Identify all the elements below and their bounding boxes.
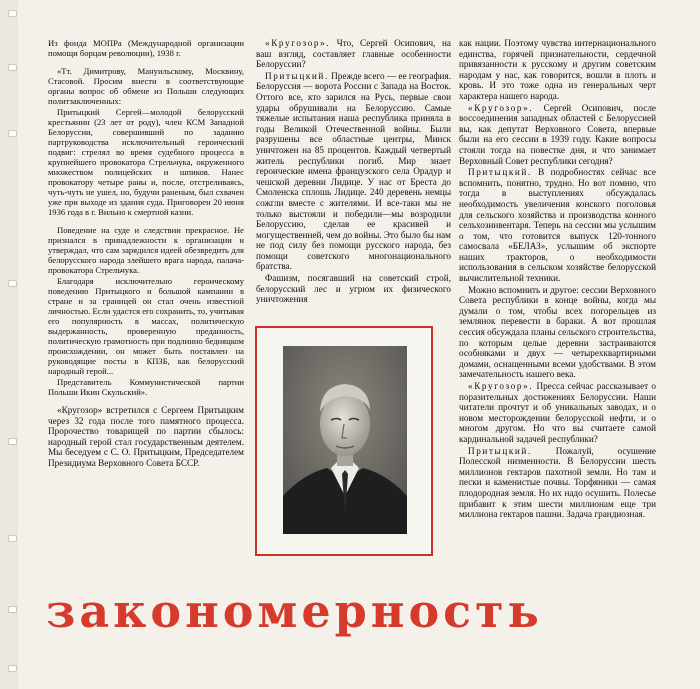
punch-hole xyxy=(8,10,17,17)
column-right xyxy=(459,38,656,521)
source-note: Из фонда МОПРа (Международной организации помощи борцам революции), 1938 г. xyxy=(48,38,244,58)
answer-continued: Фашизм, посягавший на советский строй, белорусский лес и угрюм их физического уничтожения xyxy=(256,273,451,305)
portrait-frame xyxy=(255,326,433,556)
question xyxy=(459,381,656,445)
letter-body: Благодаря исключительно героическому поведению Притыцкого и большой кампании в стране и за границей он стал очень известной личностью. Если удастся его сохранить, то, учитывая его популярность в массах, политическую выдержанность, проверенную преданность, политическую грамотность при подлинно бедняцком происхождении, он может быть поставлен на руководящие посты в КПЗБ, как белорусский народный герой... xyxy=(48,276,244,376)
answer-continued: как нации. Поэтому чувства интернационального единства, горячей признательности, сердечной привязанности к русскому и другим советским народам у нас, как говорится, вошли в плоть и кровь. И это тоже одна из генеральных черт характера нашего народа. xyxy=(459,38,656,101)
question xyxy=(459,103,656,167)
question xyxy=(256,38,451,70)
column-left xyxy=(48,38,244,470)
article-title: закономерность xyxy=(46,584,543,638)
punch-hole xyxy=(8,438,17,445)
intro-paragraph: «Кругозор» встретился с Сергеем Притыцким через 32 года после того памятного процесса. Пророчество товарищей по партии сбылось: народный герой стал государственным деятелем. Мы беседуем с С. О. Притыцким, Председателем Президиума Верховного Совета БССР. xyxy=(48,405,244,468)
punch-hole xyxy=(8,280,17,287)
answer-text: Прежде всего — ее география. Белоруссия — ворота России с Запада на Восток. Оттого все, кто зарился на Русь, первые свои удары обрушивали на Белоруссию. Самые тяжелые испытания наша республика приняла в годы Великой Отечественной войны. Были разрушены все областные центры, Минск уничтожен на 85 процентов. Каждый четвертый житель республики погиб. Мир знает героические имена французского села Орадур и чешской деревни Лидице. У нас от Бреста до Смоленска сплошь Лидице. 240 деревень немцы сожгли вместе с жителями. И все-таки мы не только выстояли и победили—мы возродили Белоруссию, сделав ее красивей и могущественней, чем до войны. Это было бы нам не под силу без помощи русского народа, без помощи советского многонационального братства. xyxy=(256,70,451,272)
speaker-label: «Кругозор». xyxy=(265,38,331,48)
punch-hole xyxy=(8,665,17,672)
letter-body: Притыцкий Сергей—молодой белорусский крестьянин (23 лет от роду), член КСМ Западной Белоруссии, совершивший по заданию партруководства исключительный героический подвиг: стрелял во время судебного процесса в крупнейшего провокатора Стрельчука, окруженного множеством полицейских и шпиков. Нанес провокатору четыре раны и, после, отстреливаясь, чуть-чуть не ушел, но, будучи раненым, был схвачен уже при выходе из здания суда. Приговорен 20 июня 1936 года в г. Вильно к смертной казни. xyxy=(48,107,244,217)
speaker-label: Притыцкий. xyxy=(468,167,532,178)
letter-body: Поведение на суде и следствии прекрасное. Не признался в принадлежности к организации и утверждал, что сам зарядился идеей обезвредить для белорусского народа злейшего врага народа, палача-провокатора Стрельчука. xyxy=(48,225,244,275)
answer xyxy=(256,71,451,272)
punch-hole xyxy=(8,64,17,71)
letter-address: «Тт. Димитрову, Мануильскому, Москвину, Стасовой. Просим внести в соответствующие органы вопрос об обмене из Польши следующих политзаключенных: xyxy=(48,66,244,106)
column-middle xyxy=(256,38,451,306)
letter-signature: Представитель Коммунистической партии Польши Икин Скульский». xyxy=(48,377,244,397)
answer xyxy=(459,446,656,520)
punch-hole xyxy=(8,606,17,613)
answer-continued: Можно вспомнить и другое: сессии Верховного Совета республики в конце войны, когда мы думали о том, чтобы всех погорельцев из землянок перевести в бараки. А вот прошлая сессия обсуждала планы сельского строительства, по которым целые деревни застраиваются особняками и двух — четырехквартирными домами, оснащенными всеми удобствами. В этом замечательность нашего века. xyxy=(459,284,656,380)
question-text: Что, Сергей Осипович, на ваш взгляд, составляет главные особенности Белоруссии? xyxy=(256,38,451,70)
answer-text: Пожалуй, осушение Полесской низменности. В Белоруссии шесть миллионов гектаров пахотной земли. Но там и пески и каменистые почвы. Торфяники — самая плодородная земля. Но их надо осушить. Полесье прибавит к этим шести миллионам еще три миллиона гектаров пашни. Задача грандиозная. xyxy=(459,445,656,520)
speaker-label: «Кругозор». xyxy=(468,102,534,113)
speaker-label: Притыцкий. xyxy=(265,70,329,81)
binding-strip xyxy=(0,0,18,689)
punch-hole xyxy=(8,535,17,542)
speaker-label: «Кругозор». xyxy=(468,381,534,391)
speaker-label: Притыцкий. xyxy=(468,445,532,456)
portrait-illustration xyxy=(283,346,407,534)
answer-text: В подробностях сейчас все вспомнить, понятно, трудно. Но вот помню, что тогда в выступлениях обсуждалась необходимость увеличения конского поголовья для сельского хозяйства и производства конного сельхозинвентаря. Теперь на сессии мы услышим о том, что готовится выпуск 120-тонного самосвала «БЕЛАЗ», услышим об экспорте наших тракторов, о необходимости использования в сельском хозяйстве белорусской вычислительной техники. xyxy=(459,167,656,284)
punch-hole xyxy=(8,130,17,137)
answer xyxy=(459,167,656,284)
portrait-photo xyxy=(283,346,407,534)
question-text: Сергей Осипович, после воссоединения западных областей с Белоруссией вы, как депутат Верховного Совета, впервые были на его сессии в 1939 году. Какие вопросы стояли тогда на повестке дня, и что занимает Верховный Совет республики сегодня? xyxy=(459,102,656,166)
question-text: Пресса сейчас рассказывает о поразительных достижениях Белоруссии. Наши читатели прочтут и об уникальных заводах, и о новом месторождении белорусской нефти, и о многом другом. Но что вы считаете самой кардинальной задачей республики? xyxy=(459,381,657,444)
